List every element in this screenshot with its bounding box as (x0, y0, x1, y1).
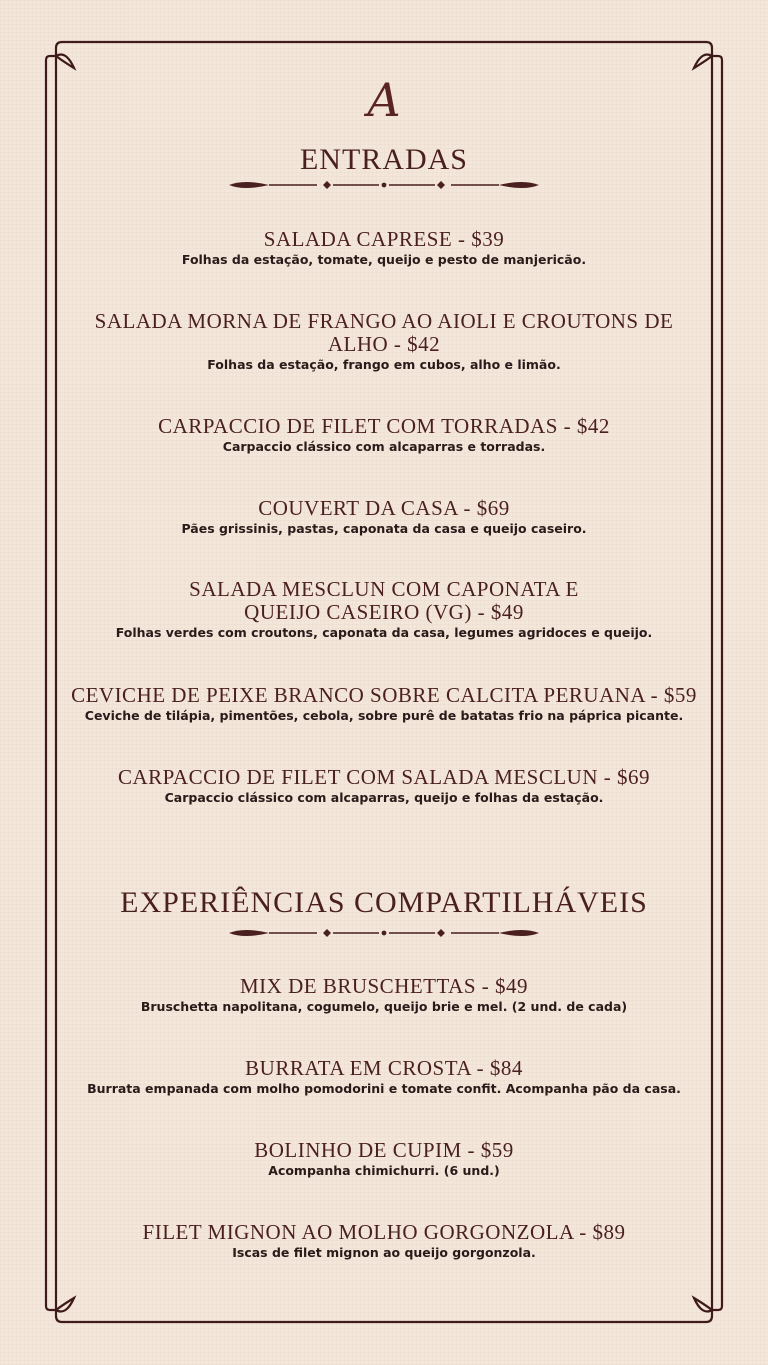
item-name: CARPACCIO DE FILET COM SALADA MESCLUN - $69 (118, 765, 650, 789)
item-name: SALADA MESCLUN COM CAPONATA E QUEIJO CASEIRO (VG) - $49 (189, 577, 579, 624)
menu-item (70, 766, 698, 806)
item-name: MIX DE BRUSCHETTAS - $49 (240, 974, 528, 998)
ornament-divider (229, 926, 539, 940)
menu-item (70, 1221, 698, 1261)
menu-item (70, 415, 698, 455)
menu-item (115, 577, 653, 641)
item-name: SALADA CAPRESE - $39 (263, 227, 505, 251)
menu-item (70, 975, 698, 1015)
item-name: SALADA MORNA DE FRANGO AO AIOLI E CROUTONS DE ALHO - $42 (94, 309, 674, 356)
menu-item (70, 228, 698, 268)
item-description: Folhas verdes com croutons, caponata da casa, legumes agridoces e queijo. (115, 625, 653, 640)
item-description: Carpaccio clássico com alcaparras e torradas. (222, 439, 546, 454)
ornament-divider (229, 178, 539, 192)
section-title-entradas: ENTRADAS (299, 143, 468, 176)
item-description: Acompanha chimichurri. (6 und.) (268, 1163, 500, 1178)
item-description: Ceviche de tilápia, pimentões, cebola, sobre purê de batatas frio na páprica picante. (84, 708, 684, 723)
item-name: COUVERT DA CASA - $69 (258, 496, 510, 520)
item-name: CEVICHE DE PEIXE BRANCO SOBRE CALCITA PERUANA - $59 (71, 683, 697, 707)
item-name: CARPACCIO DE FILET COM TORRADAS - $42 (158, 414, 610, 438)
item-description: Pães grissinis, pastas, caponata da casa e queijo caseiro. (181, 521, 587, 536)
item-description: Iscas de filet mignon ao queijo gorgonzola. (232, 1245, 536, 1260)
item-description: Carpaccio clássico com alcaparras, queijo e folhas da estação. (164, 790, 604, 805)
monogram-logo: A (367, 73, 401, 127)
menu-item (70, 1139, 698, 1179)
menu-item (60, 1057, 708, 1097)
menu-item (60, 684, 708, 724)
section-title-experiencias: EXPERIÊNCIAS COMPARTILHÁVEIS (120, 886, 648, 919)
item-description: Folhas da estação, tomate, queijo e pesto de manjericão. (181, 252, 587, 267)
item-name: BURRATA EM CROSTA - $84 (245, 1056, 523, 1080)
item-description: Bruschetta napolitana, cogumelo, queijo brie e mel. (2 und. de cada) (140, 999, 628, 1014)
item-name: BOLINHO DE CUPIM - $59 (254, 1138, 514, 1162)
item-name: FILET MIGNON AO MOLHO GORGONZOLA - $89 (142, 1220, 626, 1244)
item-description: Folhas da estação, frango em cubos, alho e limão. (207, 357, 561, 372)
item-description: Burrata empanada com molho pomodorini e tomate confit. Acompanha pão da casa. (87, 1081, 681, 1096)
menu-item (70, 310, 698, 373)
menu-item (70, 497, 698, 537)
